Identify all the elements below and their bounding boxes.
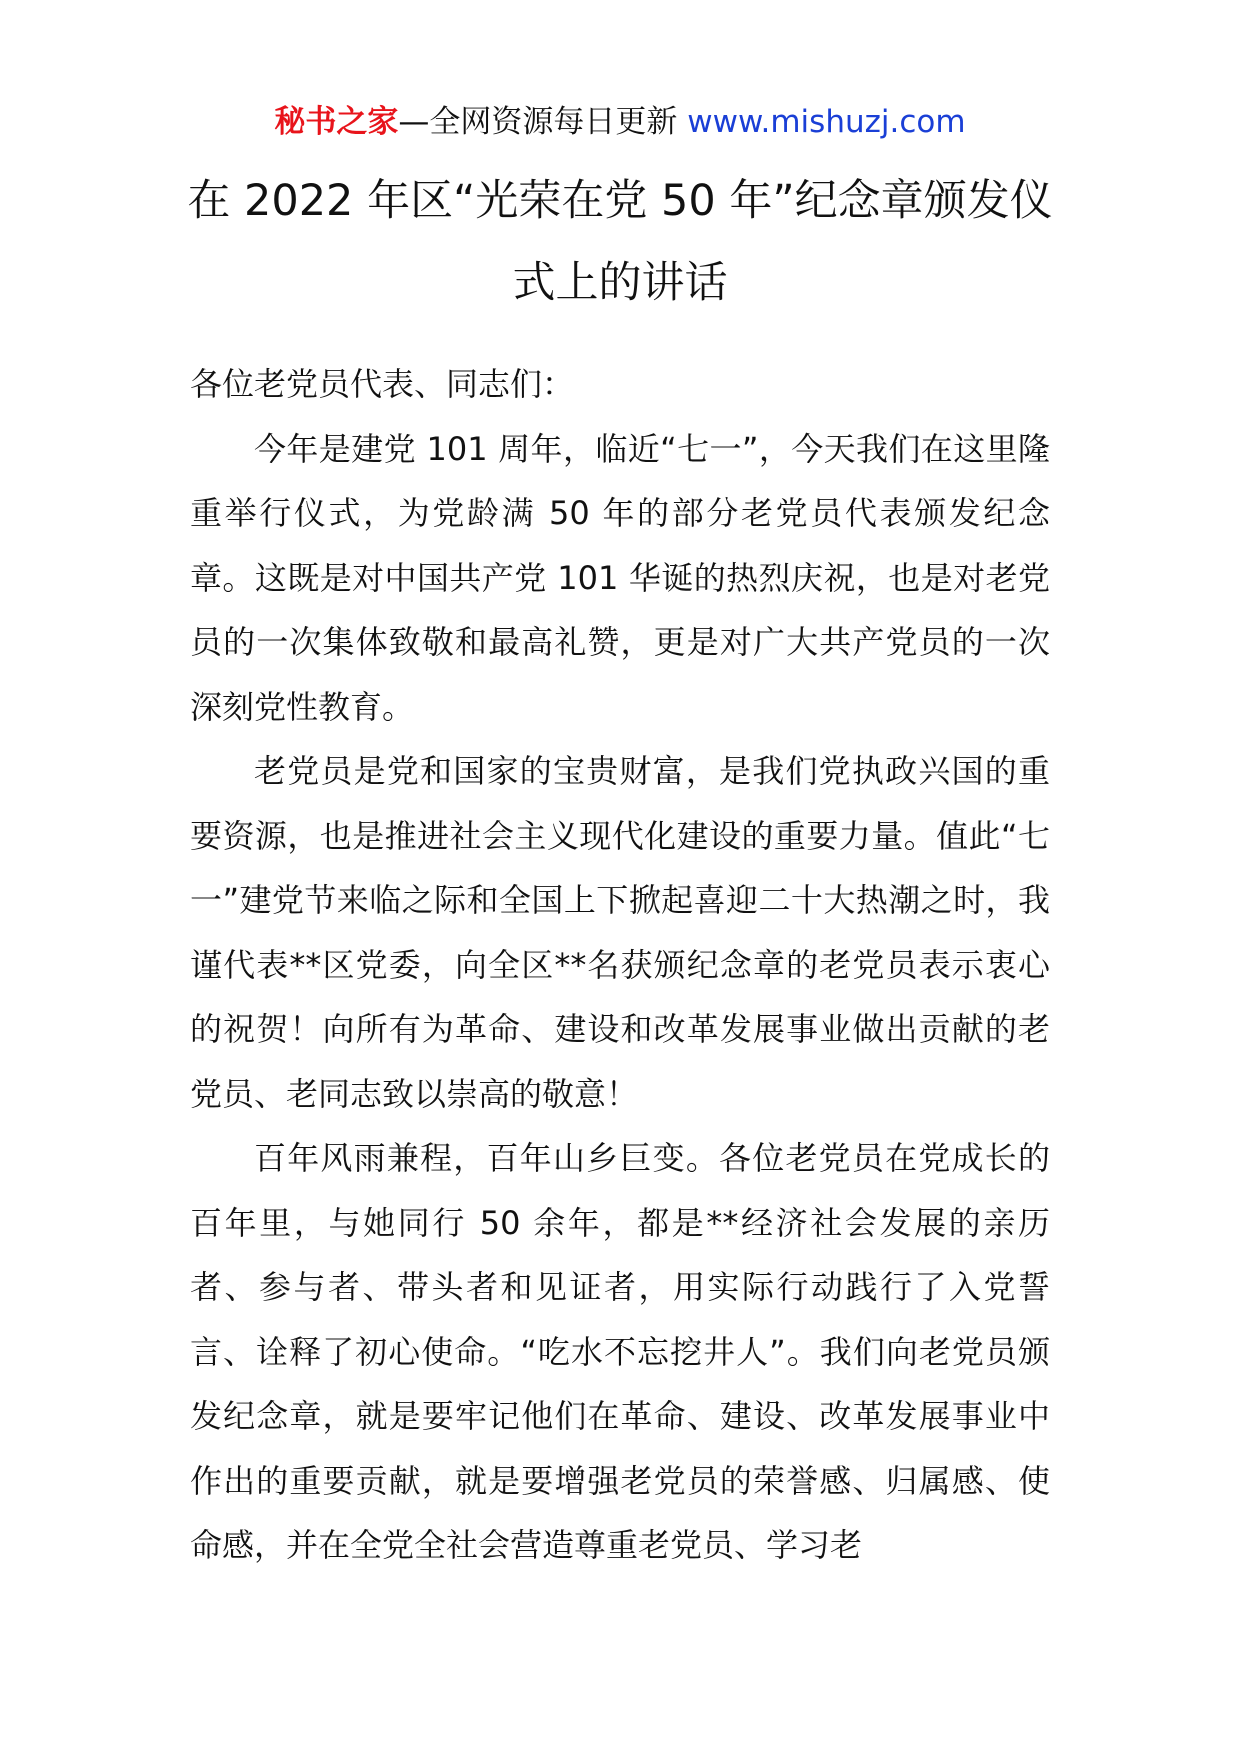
site-header: [0, 100, 1240, 144]
site-tagline: —全网资源每日更新: [398, 104, 678, 140]
site-brand: 秘书之家: [274, 104, 399, 140]
paragraph: 百年风雨兼程，百年山乡巨变。各位老党员在党成长的百年里，与她同行 50 余年，都是**经济社会发展的亲历者、参与者、带头者和见证者，用实际行动践行了入党誓言、诠释了初心使命。“吃水不忘挖井人”。我们向老党员颁发纪念章，就是要牢记他们在革命、建设、改革发展事业中作出的重要贡献，就是要增强老党员的荣誉感、归属感、使命感，并在全党全社会营造尊重老党员、学习老: [190, 1139, 1050, 1564]
paragraph: 今年是建党 101 周年，临近“七一”，今天我们在这里隆重举行仪式，为党龄满 50 年的部分老党员代表颁发纪念章。这既是对中国共产党 101 华诞的热烈庆祝，也是对老党员的一次集体致敬和最高礼赞，更是对广大共产党员的一次深刻党性教育。: [190, 429, 1050, 726]
document-body: [190, 352, 1050, 1578]
paragraph: 老党员是党和国家的宝贵财富，是我们党执政兴国的重要资源，也是推进社会主义现代化建设的重要力量。值此“七一”建党节来临之际和全国上下掀起喜迎二十大热潮之时，我谨代表**区党委，向全区**名获颁纪念章的老党员表示衷心的祝贺！向所有为革命、建设和改革发展事业做出贡献的老党员、老同志致以崇高的敬意！: [190, 752, 1050, 1113]
document-title: 在 2022 年区“光荣在党 50 年”纪念章颁发仪式上的讲话: [187, 176, 1053, 308]
site-url-link[interactable]: www.mishuzj.com: [687, 104, 966, 140]
salutation: 各位老党员代表、同志们：: [190, 365, 575, 403]
